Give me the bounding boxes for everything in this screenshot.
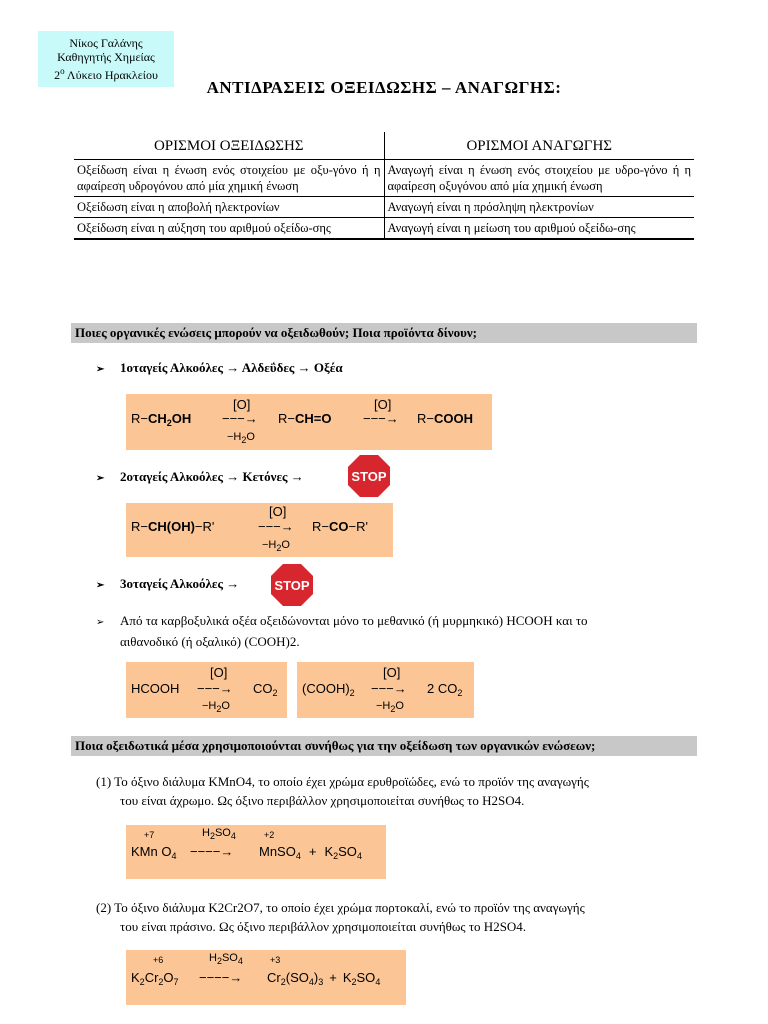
eq6-arrow: −−−−→ — [199, 970, 243, 985]
table-header-reduction: ΟΡΙΣΜΟΙ ΑΝΑΓΩΓΗΣ — [384, 132, 694, 160]
equation-box-6 — [126, 950, 406, 1005]
eq4-arrow: −−−→ — [371, 681, 407, 696]
oxidant-kmno4-text: (1) Το όξινο διάλυμα KMnO4, το οποίο έχει χρώμα ερυθροϊώδες, ενώ το προϊόν της αναγωγής του είναι άχρωμο. Ως όξινο περιβάλλον χρησιμοποιείται συνήθως το H2SO4. — [96, 774, 589, 808]
table-header-oxidation: ΟΡΙΣΜΟΙ ΟΞΕΙΔΩΣΗΣ — [74, 132, 384, 160]
bullet-secondary-alcohols: ➢ 2οταγείς Αλκοόλες → Κετόνες → — [96, 469, 304, 484]
author-role: Καθηγητής Χημείας — [57, 50, 155, 64]
eq5-ox-state-2: +2 — [264, 830, 275, 840]
table-cell: Οξείδωση είναι η αύξηση του αριθμού οξείδω-σης — [74, 218, 384, 240]
eq1-oxidant-1: [O] — [233, 397, 251, 412]
bullet-tertiary-alcohols: ➢ 3οταγείς Αλκοόλες → — [96, 576, 240, 591]
bullet-primary-alcohols: ➢ 1οταγείς Αλκοόλες → Αλδεΰδες → Οξέα — [96, 360, 343, 375]
eq2-arrow: −−−→ — [258, 519, 294, 534]
eq2-ketone: R−CO−R' — [312, 519, 368, 534]
bullet-carboxylic-acids: ➢ Από τα καρβοξυλικά οξέα οξειδώνονται μόνο το μεθανικό (ή μυρμηκικό) HCOOH και το αιθανοδικό (ή οξαλικό) (COOH)2. — [96, 613, 588, 649]
table-cell: Οξείδωση είναι η αποβολή ηλεκτρονίων — [74, 197, 384, 218]
eq5-catalyst: $H_2SO_4$ — [202, 827, 236, 841]
eq5-arrow: −−−−→ — [190, 844, 234, 859]
svg-text:STOP: STOP — [274, 578, 310, 593]
bullet-arrow-icon: ➢ — [96, 617, 105, 628]
eq1-r: $R-CH_2OH$ — [131, 411, 192, 428]
eq3-arrow: −−−→ — [197, 681, 233, 696]
eq6-product: $Cr_2(SO_4)_3 + K_2SO_4$ — [267, 970, 381, 987]
stop-sign-icon — [269, 562, 315, 608]
eq3-water: $-H_2O$ — [202, 700, 230, 714]
question-heading-2: Ποια οξειδωτικά μέσα χρησιμοποιούνται συνήθως για την οξείδωση των οργανικών ενώσεων; — [71, 736, 697, 756]
eq1-aldehyde: R−CH=O — [278, 411, 332, 426]
equation-box-4 — [297, 662, 474, 718]
table-row — [74, 160, 694, 197]
svg-text:STOP: STOP — [351, 469, 387, 484]
eq6-ox-state-1: +6 — [153, 955, 164, 965]
table-cell: Οξείδωση είναι η ένωση ενός στοιχείου με οξυ-γόνο ή η αφαίρεση υδρογόνου από μία χημική ένωση — [74, 160, 384, 197]
equation-box-3 — [126, 662, 287, 718]
bullet-arrow-icon: ➢ — [96, 580, 105, 591]
eq6-reactant: $K_2Cr_2O_7$ — [131, 970, 179, 987]
eq5-product: MnSO$_4$ + $K_2SO_4$ — [259, 844, 362, 861]
question-heading-1: Ποιες οργανικές ενώσεις μπορούν να οξειδωθούν; Ποια προϊόντα δίνουν; — [71, 323, 697, 343]
equation-box-5 — [126, 825, 386, 879]
definitions-table — [74, 132, 694, 240]
eq6-ox-state-2: +3 — [270, 955, 281, 965]
eq2-oxidant: [O] — [269, 504, 287, 519]
bullet-arrow-icon: ➢ — [96, 364, 105, 375]
author-name: Νίκος Γαλάνης — [69, 36, 143, 50]
eq1-oxidant-2: [O] — [374, 397, 392, 412]
eq2-reactant: R−CH(OH)−R' — [131, 519, 215, 534]
author-school: $2^o$ Λύκειο Ηρακλείου — [54, 66, 158, 82]
table-row — [74, 197, 694, 218]
eq6-catalyst: $H_2SO_4$ — [209, 952, 243, 966]
eq3-product: $CO_2$ — [253, 681, 278, 698]
eq3-reactant: HCOOH — [131, 681, 180, 696]
stop-sign-icon — [346, 453, 392, 499]
eq1-water-1: $-H_2O$ — [227, 431, 255, 445]
eq1-arrow-2: −−−→ — [363, 411, 399, 426]
eq5-ox-state-1: +7 — [144, 830, 155, 840]
equation-box-2 — [126, 503, 393, 557]
table-row — [74, 218, 694, 240]
equation-box-1 — [126, 394, 492, 450]
eq1-arrow-1: −−−→ — [222, 411, 258, 426]
eq4-product: 2 $CO_2$ — [427, 681, 463, 698]
eq4-oxidant: [O] — [383, 665, 401, 680]
eq2-water: $-H_2O$ — [262, 539, 290, 553]
eq3-oxidant: [O] — [210, 665, 228, 680]
eq1-acid: R−COOH — [417, 411, 473, 426]
oxidant-k2cr2o7-text: (2) Το όξινο διάλυμα K2Cr2O7, το οποίο έχει χρώμα πορτοκαλί, ενώ το προϊόν της αναγωγής του είναι πράσινο. Ως όξινο περιβάλλον χρησιμοποιείται συνήθως το H2SO4. — [96, 900, 585, 934]
page-title: ΑΝΤΙΔΡΑΣΕΙΣ ΟΞΕΙΔΩΣΗΣ – ΑΝΑΓΩΓΗΣ: — [206, 78, 562, 97]
table-cell: Αναγωγή είναι η πρόσληψη ηλεκτρονίων — [384, 197, 694, 218]
table-cell: Αναγωγή είναι η μείωση του αριθμού οξείδω-σης — [384, 218, 694, 240]
bullet-arrow-icon: ➢ — [96, 473, 105, 484]
eq4-reactant: $(COOH)_2$ — [302, 681, 355, 698]
eq5-reactant: KMn $O_4$ — [131, 844, 177, 861]
table-cell: Αναγωγή είναι η ένωση ενός στοιχείου με υδρο-γόνο ή η αφαίρεση οξυγόνου από μία χημική ένωση — [384, 160, 694, 197]
eq4-water: $-H_2O$ — [376, 700, 404, 714]
